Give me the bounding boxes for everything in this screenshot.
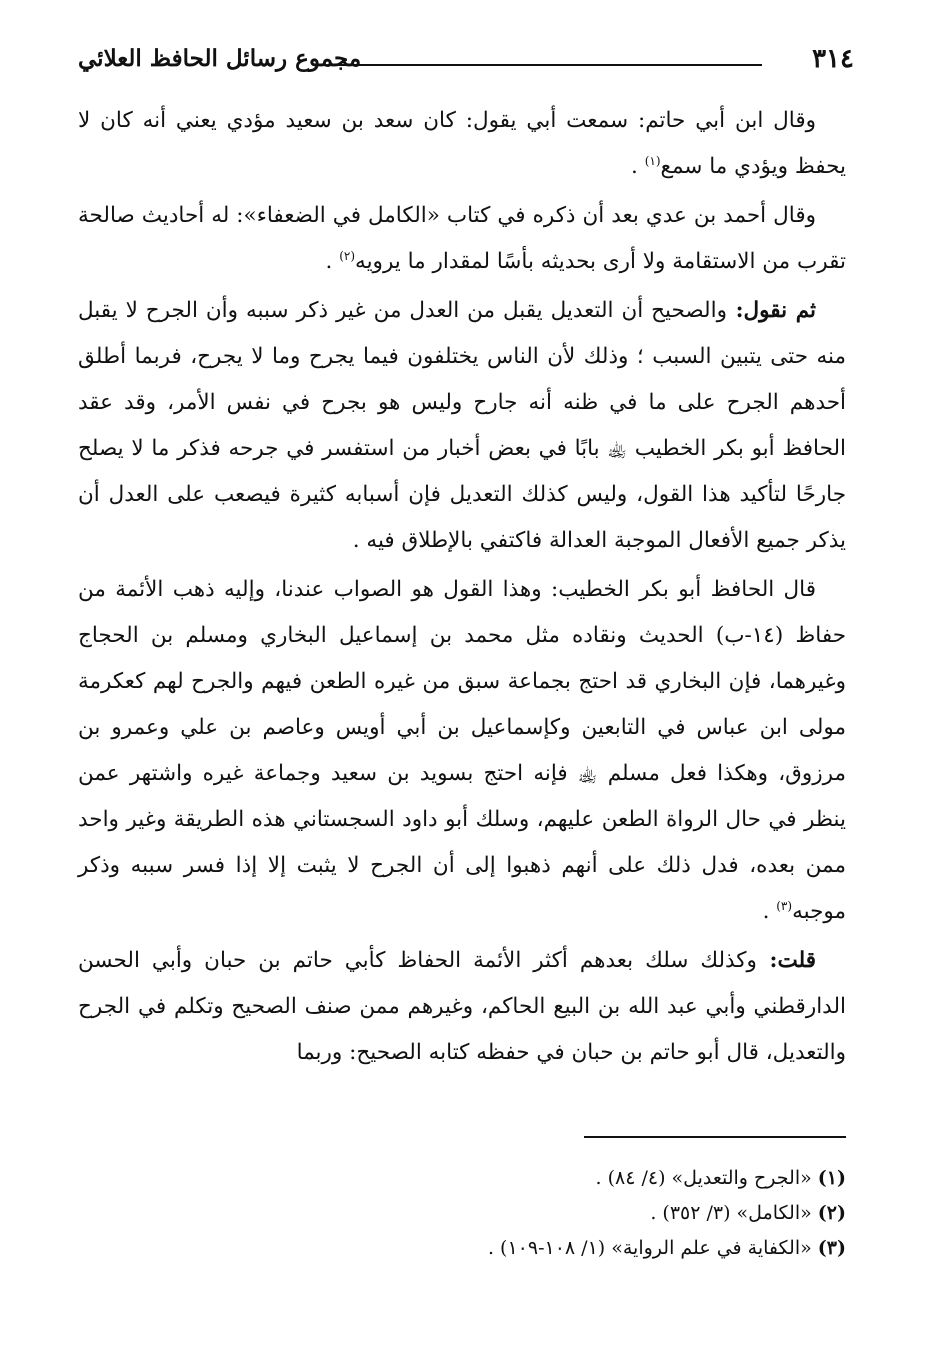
paragraph-text: وقال أحمد بن عدي بعد أن ذكره في كتاب «الكامل في الضعفاء»: له أحاديث صالحة تقرب من الاستقامة ولا أرى بحديثه بأسًا لمقدار ما يرويه xyxy=(78,203,846,274)
paragraph-tail: . xyxy=(631,154,645,179)
paragraph-tail: . xyxy=(762,899,777,924)
paragraph-text: والصحيح أن التعديل يقبل من العدل من غير ذكر سببه وأن الجرح لا يقبل منه حتى يتبين السبب ؛ وذلك لأن الناس يختلفون فيما يجرح وما لا يجرح، فربما أطلق أحدهم الجرح على ما في ظنه أنه جارح وليس هو بجرح في نفس الأمر، وقد عقد الحافظ أبو بكر الخطيب ﵀ بابًا في بعض أخبار من استفسر في جرحه فذكر ما لا يصلح جارحًا لتأكيد هذا القول، وليس كذلك التعديل فإن أسبابه كثيرة فيصعب على العدل أن يذكر جميع الأفعال الموجبة العدالة فاكتفي بالإطلاق فيه . xyxy=(78,298,846,553)
footnote-text: «الكامل» (٣/ ٣٥٢) . xyxy=(650,1202,812,1224)
paragraph-text: قال الحافظ أبو بكر الخطيب: وهذا القول هو الصواب عندنا، وإليه ذهب الأئمة من حفاظ (١٤-ب) الحديث ونقاده مثل محمد بن إسماعيل البخاري ومسلم بن الحجاج وغيرهما، فإن البخاري قد احتج بجماعة سبق من غيره الطعن فيهم والجرح لهم كعكرمة مولى ابن عباس في التابعين وكإسماعيل بن أبي أويس وعاصم بن علي وعمرو بن مرزوق، وهكذا فعل مسلم ﵀ فإنه احتج بسويد بن سعيد وجماعة غيره واشتهر عمن ينظر في حال الرواة الطعن عليهم، وسلك أبو داود السجستاني هذه الطريقة وغير واحد ممن بعده، فدل ذلك على أنهم ذهبوا إلى أن الجرح لا يثبت إلا إذا فسر سببه وذكر موجبه xyxy=(78,577,847,924)
page-header xyxy=(78,40,854,84)
paragraph-4 xyxy=(78,567,846,935)
paragraph-text: وقال ابن أبي حاتم: سمعت أبي يقول: كان سعد بن سعيد مؤدي يعني أنه كان لا يحفظ ويؤدي ما سمع xyxy=(78,108,846,179)
footnote-number: (٢) xyxy=(817,1202,846,1224)
paragraph-3 xyxy=(78,288,846,564)
footnote-3 xyxy=(78,1232,846,1265)
footnote-text: «الكفاية في علم الرواية» (١/ ١٠٨-١٠٩) . xyxy=(487,1237,812,1259)
footnote-number: (٣) xyxy=(817,1237,846,1259)
footnote-number: (١) xyxy=(817,1167,846,1189)
header-rule xyxy=(328,64,762,66)
footnotes xyxy=(78,1162,846,1267)
paragraph-lead: ثم نقول: xyxy=(726,298,816,323)
paragraph-lead: قلت: xyxy=(756,948,816,973)
footnote-2 xyxy=(78,1197,846,1230)
paragraph-5 xyxy=(78,938,846,1076)
paragraph-1 xyxy=(78,98,846,190)
page-number: ٣١٤ xyxy=(812,44,854,74)
paragraph-text: وكذلك سلك بعدهم أكثر الأئمة الحفاظ كأبي حاتم بن حبان وأبي الحسن الدارقطني وأبي عبد الله بن البيع الحاكم، وغيرهم ممن صنف الصحيح وتكلم في الجرح والتعديل، قال أبو حاتم بن حبان في حفظه كتابه الصحيح: وربما xyxy=(78,948,846,1065)
footnote-reference-3: (٣) xyxy=(776,898,793,913)
main-text xyxy=(78,98,846,1079)
footnote-1 xyxy=(78,1162,846,1195)
running-title: مجموع رسائل الحافظ العلائي xyxy=(78,45,362,72)
paragraph-2 xyxy=(78,193,846,285)
footnote-reference-1: (١) xyxy=(644,153,661,168)
footnote-separator xyxy=(584,1136,846,1138)
paragraph-tail: . xyxy=(325,249,340,274)
footnote-text: «الجرح والتعديل» (٤/ ٨٤) . xyxy=(595,1167,812,1189)
footnote-reference-2: (٢) xyxy=(339,248,356,263)
